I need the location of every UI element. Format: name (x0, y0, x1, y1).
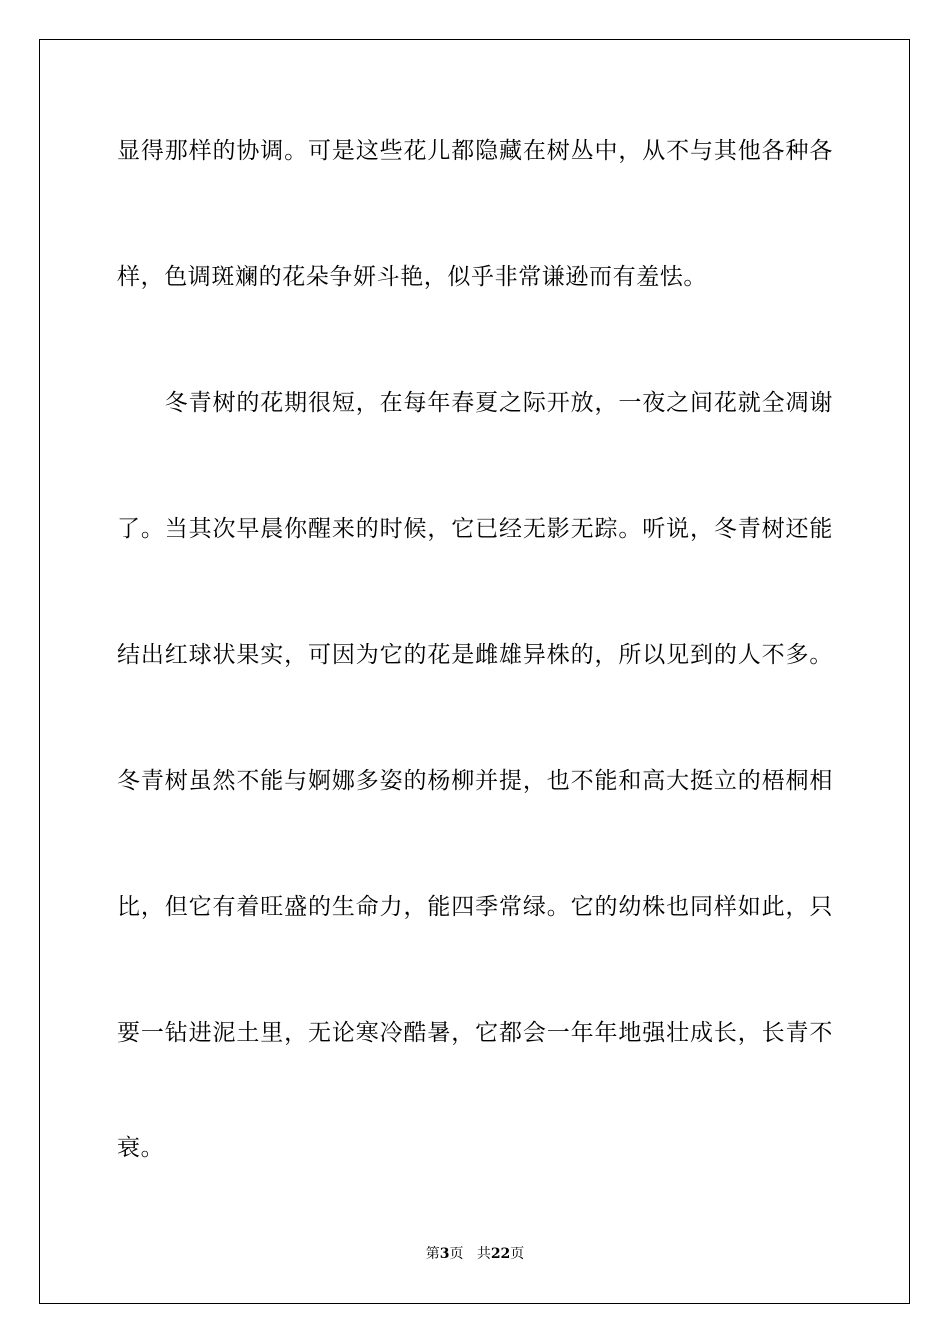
page-number: 3 (439, 1246, 450, 1262)
page-footer (0, 1244, 950, 1264)
text-line: 结出红球状果实，可因为它的花是雌雄异株的，所以见到的人不多。 (117, 642, 833, 668)
page-suffix: 页 (449, 1246, 464, 1262)
text-line: 冬青树的花期很短，在每年春夏之际开放，一夜之间花就全凋谢 (117, 390, 833, 416)
total-prefix: 共 (476, 1246, 491, 1262)
text-line: 要一钻进泥土里，无论寒冷酷暑，它都会一年年地强壮成长，长青不 (117, 1020, 833, 1046)
text-line: 衰。 (117, 1135, 165, 1161)
text-line: 比，但它有着旺盛的生命力，能四季常绿。它的幼株也同样如此，只 (117, 894, 833, 920)
total-pages: 22 (490, 1246, 511, 1262)
page-prefix: 第 (425, 1246, 440, 1262)
text-line: 样，色调斑斓的花朵争妍斗艳，似乎非常谦逊而有羞怯。 (117, 264, 707, 290)
text-line: 了。当其次早晨你醒来的时候，它已经无影无踪。听说，冬青树还能 (117, 516, 833, 542)
text-line: 显得那样的协调。可是这些花儿都隐藏在树丛中，从不与其他各种各 (117, 138, 833, 164)
text-line: 冬青树虽然不能与婀娜多姿的杨柳并提，也不能和高大挺立的梧桐相 (117, 768, 833, 794)
total-suffix: 页 (510, 1246, 525, 1262)
